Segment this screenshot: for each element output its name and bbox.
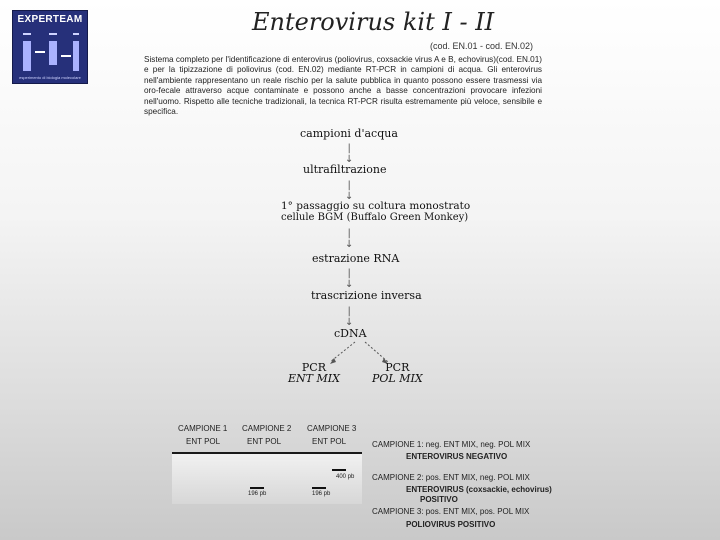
gel-sample-1-lanes: ENT POL (186, 437, 221, 446)
description-paragraph: Sistema completo per l'identificazione di enterovirus (poliovirus, coxsackie virus A e B, echovirus)(cod. EN.01) e per la tipizzazione di poliovirus (cod. EN.02) mediante RT-PCR in campioni di acqua. Gli enterovirus nell'ambiente rappresentano un reale rischio per la salute pubblica in quanto possono essere trasmessi via oro-fecale attraverso acque contaminate e possono anche a basse concentrazioni provocare infezioni nell'uomo. Rispetto alle tecniche tradizionali, la tecnica RT-PCR risulta estremamente più veloce, sensibile e specifica. (144, 55, 542, 117)
page-title: Enterovirus kit I - II (252, 8, 495, 36)
flow-arrow-down: | ↓ (345, 143, 354, 165)
pcr-pol-mix: POL MIX (372, 372, 423, 385)
flow-step-ultrafiltration: ultrafiltrazione (303, 163, 387, 176)
gel-sample-1-name: CAMPIONE 1 (178, 424, 228, 433)
flow-arrow-down: | ↓ (345, 180, 354, 202)
result-sample-2-line: CAMPIONE 2: pos. ENT MIX, neg. POL MIX (372, 473, 530, 482)
gel-sample-3-lanes: ENT POL (312, 437, 347, 446)
flow-step-cdna: cDNA (334, 327, 367, 340)
gel-band (332, 469, 346, 471)
gel-band-label: 400 pb (336, 474, 355, 480)
flow-step-rna-extraction: estrazione RNA (312, 252, 400, 265)
logo-graphic (13, 11, 87, 83)
flow-arrow-down: | ↓ (345, 228, 354, 250)
result-sample-2-outcome-2: POSITIVO (420, 495, 458, 504)
flow-step-reverse-transcription: trascrizione inversa (311, 289, 422, 302)
gel-sample-2-lanes: ENT POL (247, 437, 282, 446)
gel-sample-2-name: CAMPIONE 2 (242, 424, 292, 433)
pcr-pol-label: PCR (385, 361, 410, 374)
flow-arrow-down: | ↓ (345, 268, 354, 290)
gel-band-label: 196 pb (312, 491, 331, 497)
flow-step-water-samples: campioni d'acqua (300, 127, 398, 140)
pcr-ent-mix: ENT MIX (288, 372, 340, 385)
flow-branch-pcr-ent (288, 362, 340, 384)
flow-step-bgm-cells: cellule BGM (Buffalo Green Monkey) (281, 212, 469, 223)
gel-band (250, 487, 264, 489)
gel-band-label: 196 pb (248, 491, 267, 497)
flow-step-culture: 1° passaggio su coltura monostrato (281, 200, 471, 212)
gel-band (312, 487, 326, 489)
product-codes: (cod. EN.01 - cod. EN.02) (430, 41, 534, 51)
result-sample-1-line: CAMPIONE 1: neg. ENT MIX, neg. POL MIX (372, 440, 531, 449)
flow-branch-pcr-pol (372, 362, 423, 384)
logo-tagline: esperimento di biologia molecolare (19, 75, 81, 80)
experteam-logo (12, 10, 88, 84)
flow-arrow-down: | ↓ (345, 306, 354, 328)
result-sample-1-outcome: ENTEROVIRUS NEGATIVO (406, 452, 508, 461)
gel-image (172, 452, 362, 504)
result-sample-2-outcome: ENTEROVIRUS (coxsackie, echovirus) (406, 485, 552, 494)
result-sample-3-line: CAMPIONE 3: pos. ENT MIX, pos. POL MIX (372, 507, 530, 516)
result-sample-3-outcome: POLIOVIRUS POSITIVO (406, 520, 496, 529)
logo-name: EXPERTEAM (17, 14, 83, 25)
gel-sample-3-name: CAMPIONE 3 (307, 424, 357, 433)
pcr-ent-label: PCR (301, 361, 327, 374)
